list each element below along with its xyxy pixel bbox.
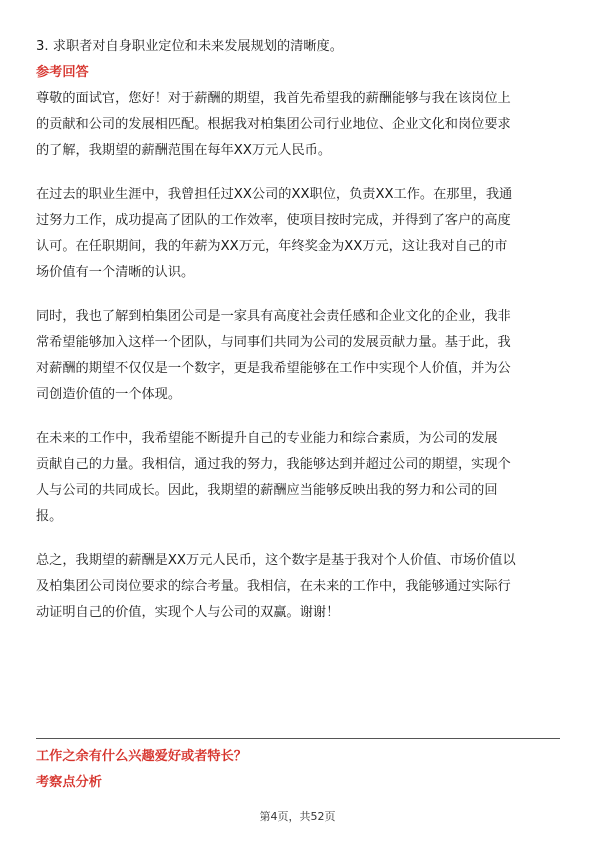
paragraph-line: 及柏集团公司岗位要求的综合考量。我相信，在未来的工作中，我能够通过实际行	[36, 579, 511, 594]
next-question-heading: 工作之余有什么兴趣爱好或者特长？	[36, 749, 247, 764]
next-section	[36, 744, 560, 796]
paragraph-line: 人与公司的共同成长。因此，我期望的薪酬应当能够反映出我的努力和公司的回	[36, 483, 498, 498]
paragraph-line: 总之，我期望的薪酬是XX万元人民币，这个数字是基于我对个人价值、市场价值以	[36, 553, 516, 568]
paragraph-line: 尊敬的面试官，您好！对于薪酬的期望，我首先希望我的薪酬能够与我在该岗位上	[36, 91, 511, 106]
paragraph-line: 同时，我也了解到柏集团公司是一家具有高度社会责任感和企业文化的企业，我非	[36, 309, 511, 324]
answer-paragraph	[36, 182, 560, 286]
paragraph-line: 场价值有一个清晰的认识。	[36, 265, 195, 280]
paragraph-line: 贡献自己的力量。我相信，通过我的努力，我能够达到并超过公司的期望，实现个	[36, 457, 511, 472]
paragraph-line: 的贡献和公司的发展相匹配。根据我对柏集团公司行业地位、企业文化和岗位要求	[36, 117, 511, 132]
section-divider	[36, 738, 560, 739]
answer-paragraph	[36, 548, 560, 626]
paragraph-line: 对薪酬的期望不仅仅是一个数字，更是我希望能够在工作中实现个人价值，并为公	[36, 361, 511, 376]
paragraph-line: 认可。在任职期间，我的年薪为XX万元，年终奖金为XX万元，这让我对自己的市	[36, 239, 508, 254]
answer-paragraph	[36, 304, 560, 408]
paragraph-line: 动证明自己的价值，实现个人与公司的双赢。谢谢！	[36, 605, 340, 620]
paragraph-line: 的了解，我期望的薪酬范围在每年XX万元人民币。	[36, 143, 332, 158]
paragraph-line: 过努力工作，成功提高了团队的工作效率，使项目按时完成，并得到了客户的高度	[36, 213, 511, 228]
paragraph-line: 司创造价值的一个体现。	[36, 387, 182, 402]
paragraph-line: 在未来的工作中，我希望能不断提升自己的专业能力和综合素质，为公司的发展	[36, 431, 498, 446]
document-body	[36, 34, 560, 626]
page-number: 第4页，共52页	[259, 810, 336, 823]
paragraph-line: 常希望能够加入这样一个团队，与同事们共同为公司的发展贡献力量。基于此，我	[36, 335, 511, 350]
analysis-heading: 考察点分析	[36, 775, 102, 790]
answer-paragraph	[36, 86, 560, 164]
answer-paragraph	[36, 426, 560, 530]
paragraph-line: 报。	[36, 509, 63, 524]
question-item: 3. 求职者对自身职业定位和未来发展规划的清晰度。	[36, 39, 343, 54]
paragraph-line: 在过去的职业生涯中，我曾担任过XX公司的XX职位，负责XX工作。在那里，我通	[36, 187, 513, 202]
answer-heading: 参考回答	[36, 65, 89, 80]
